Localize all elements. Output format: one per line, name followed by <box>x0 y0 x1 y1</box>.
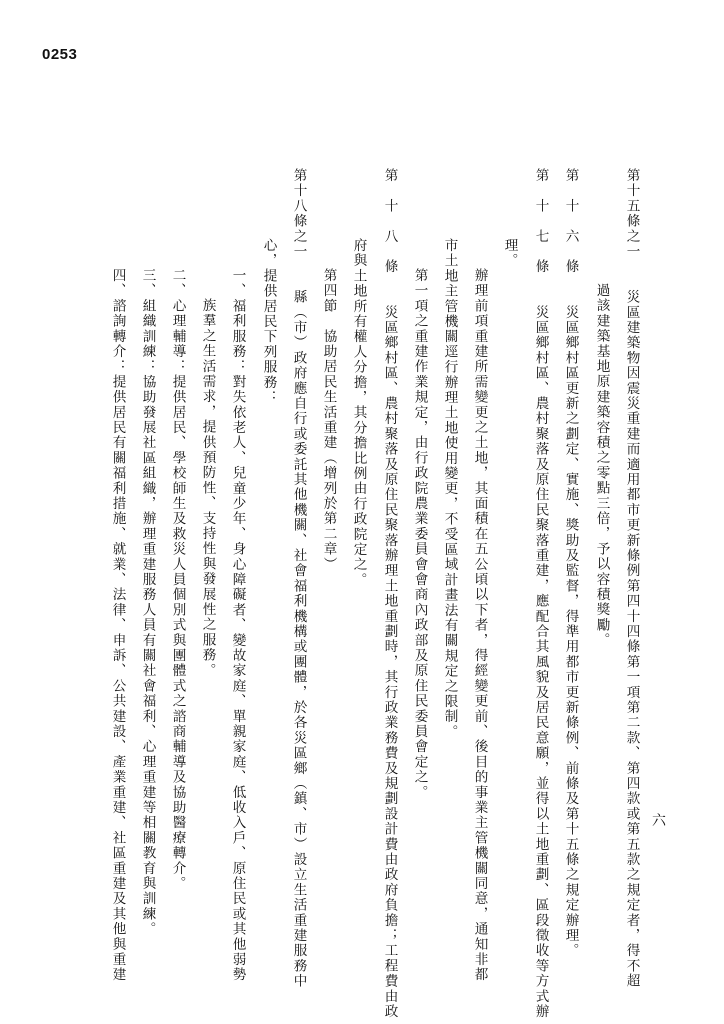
text-column: 辦理前項重建所需變更之土地，其面積在五公頃以下者，得經變更前、後目的事業主管機關同意，通知非都 <box>471 268 488 983</box>
text-column: 二、心理輔導：提供居民、學校師生及救災人員個別式與團體式之諮商輔導及協助醫療轉介。 <box>169 268 186 892</box>
text-column: 第十八條之一 縣（市）政府應自行或委託其他機關、社會福利機構或團體，於各災區鄉（鎮、市）設立生活重建服務中 <box>290 168 307 989</box>
text-column: 過該建築基地原建築容積之零點三倍，予以容積獎勵。 <box>593 283 610 648</box>
text-column: 第 十 八 條 災區鄉村區、農村聚落及原住民聚落辦理土地重劃時，其行政業務費及規劃設計費由政府負擔；工程費由政 <box>381 168 398 1020</box>
text-column: 第 十 七 條 災區鄉村區、農村聚落及原住民聚落重建，應配合其風貌及居民意願，並得以土地重劃、區段徵收等方式辦 <box>532 168 549 1020</box>
text-column: 第一項之重建作業規定，由行政院農業委員會會商內政部及原住民委員會定之。 <box>411 268 428 800</box>
text-column: 族羣之生活需求，提供預防性、支持性與發展性之服務。 <box>199 298 216 678</box>
page-number: 0253 <box>42 46 78 63</box>
text-column: 第四節 協助居民生活重建（增列於第二章） <box>320 268 337 572</box>
text-column: 市土地主管機關逕行辦理土地使用變更，不受區域計畫法有關規定之限制。 <box>441 238 458 740</box>
text-column: 心，提供居民下列服務： <box>260 238 277 406</box>
text-column: 第 十 六 條 災區鄉村區更新之劃定、實施、獎助及監督，得準用都市更新條例、前條及第十五條之規定辦理。 <box>562 168 579 959</box>
folio-number: 六 <box>652 813 666 829</box>
text-column: 理。 <box>501 238 518 269</box>
text-column: 一、福利服務：對失依老人、兒童少年、身心障礙者、變故家庭、單親家庭、低收入戶、原住民或其他弱勢 <box>229 268 246 983</box>
text-column: 府與土地所有權人分擔，其分擔比例由行政院定之。 <box>350 238 367 588</box>
text-column: 四、諮詢轉介：提供居民有關福利措施、就業、法律、申訴、公共建設、產業重建、社區重建及其他與重建 <box>109 268 126 983</box>
text-column: 第十五條之一 災區建築物因震災重建而適用都市更新條例第四十四條第一項第二款、第四款或第五款之規定者，得不超 <box>623 168 640 989</box>
text-column: 三、組織訓練：協助發展社區組織，辦理重建服務人員有關社會福利、心理重建等相關教育與訓練。 <box>139 268 156 937</box>
